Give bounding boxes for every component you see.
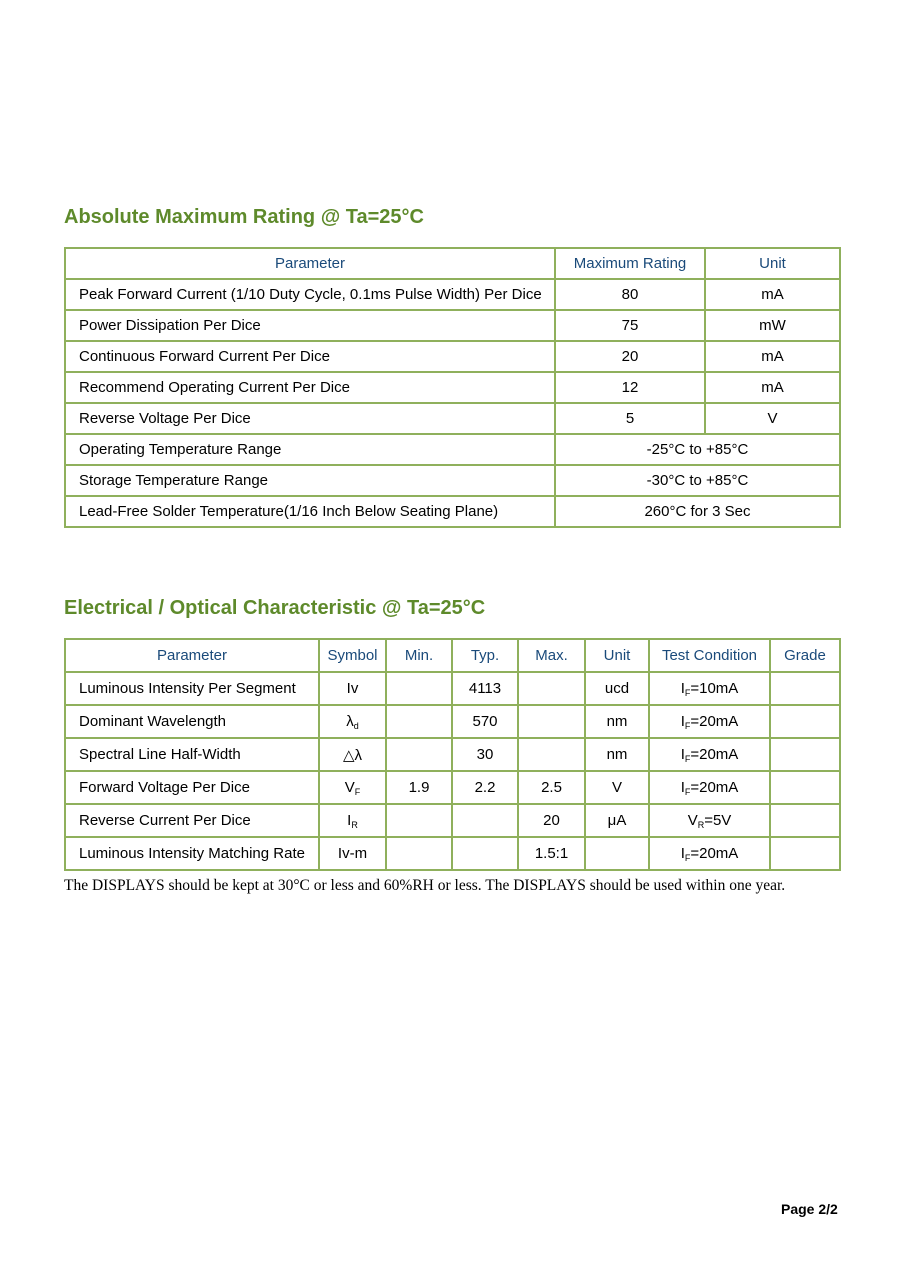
parameter-cell: Storage Temperature Range <box>65 465 555 496</box>
parameter-cell: Reverse Voltage Per Dice <box>65 403 555 434</box>
test-condition-cell <box>649 672 770 705</box>
parameter-cell: Forward Voltage Per Dice <box>65 771 319 804</box>
table-row <box>65 310 840 341</box>
symbol-cell <box>319 705 386 738</box>
min-cell: 1.9 <box>386 771 452 804</box>
unit-cell: mA <box>705 279 840 310</box>
parameter-cell: Lead-Free Solder Temperature(1/16 Inch Below Seating Plane) <box>65 496 555 527</box>
unit-cell: mA <box>705 372 840 403</box>
header-cell: Grade <box>770 639 840 672</box>
symbol-cell <box>319 738 386 771</box>
header-cell: Unit <box>585 639 649 672</box>
grade-cell <box>770 672 840 705</box>
condition-value: =20mA <box>690 844 739 862</box>
rating-cell: 260°C for 3 Sec <box>555 496 840 527</box>
unit-cell: μA <box>585 804 649 837</box>
rating-cell: 75 <box>555 310 705 341</box>
condition-symbol: V <box>687 811 698 829</box>
test-condition-cell <box>649 804 770 837</box>
table-row <box>65 372 840 403</box>
condition-subscript: F <box>684 786 691 797</box>
parameter-cell: Recommend Operating Current Per Dice <box>65 372 555 403</box>
parameter-cell: Luminous Intensity Per Segment <box>65 672 319 705</box>
rating-cell: 20 <box>555 341 705 372</box>
condition-symbol: I <box>680 745 685 763</box>
header-cell: Parameter <box>65 248 555 279</box>
symbol-cell <box>319 771 386 804</box>
test-condition-cell <box>649 705 770 738</box>
section-title-absolute-max: Absolute Maximum Rating @ Ta=25°C <box>64 206 424 228</box>
condition-value: =5V <box>704 811 732 829</box>
header-cell: Parameter <box>65 639 319 672</box>
grade-cell <box>770 771 840 804</box>
table-row <box>65 672 840 705</box>
typ-cell <box>452 837 518 870</box>
typ-cell: 4113 <box>452 672 518 705</box>
max-cell <box>518 705 585 738</box>
rating-cell: 12 <box>555 372 705 403</box>
absolute-max-table <box>64 247 841 528</box>
table-row <box>65 496 840 527</box>
grade-cell <box>770 705 840 738</box>
condition-subscript: F <box>684 687 691 698</box>
table-row <box>65 837 840 870</box>
test-condition-cell <box>649 771 770 804</box>
section-title-electrical-optical: Electrical / Optical Characteristic @ Ta=25°C <box>64 597 486 619</box>
typ-cell: 30 <box>452 738 518 771</box>
header-cell: Maximum Rating <box>555 248 705 279</box>
typ-cell: 570 <box>452 705 518 738</box>
min-cell <box>386 837 452 870</box>
condition-symbol: I <box>680 712 685 730</box>
table-row <box>65 738 840 771</box>
max-cell: 2.5 <box>518 771 585 804</box>
condition-subscript: R <box>697 819 705 830</box>
unit-cell: V <box>705 403 840 434</box>
condition-value: =20mA <box>690 778 739 796</box>
test-condition-cell <box>649 738 770 771</box>
unit-cell: V <box>585 771 649 804</box>
condition-symbol: I <box>680 844 685 862</box>
rating-cell: 80 <box>555 279 705 310</box>
table-header-row <box>65 639 840 672</box>
symbol-subscript: R <box>351 819 358 830</box>
max-cell <box>518 738 585 771</box>
unit-cell: mA <box>705 341 840 372</box>
typ-cell <box>452 804 518 837</box>
rating-cell: -25°C to +85°C <box>555 434 840 465</box>
unit-cell: nm <box>585 705 649 738</box>
parameter-cell: Reverse Current Per Dice <box>65 804 319 837</box>
page-number: Page 2/2 <box>781 1201 838 1217</box>
table-row <box>65 705 840 738</box>
symbol-text: I <box>347 811 352 829</box>
storage-note: The DISPLAYS should be kept at 30°C or less and 60%RH or less. The DISPLAYS should be used within one year. <box>64 877 786 894</box>
header-cell: Symbol <box>319 639 386 672</box>
symbol-subscript: d <box>353 720 359 731</box>
table-row <box>65 465 840 496</box>
grade-cell <box>770 837 840 870</box>
table-row <box>65 279 840 310</box>
parameter-cell: Continuous Forward Current Per Dice <box>65 341 555 372</box>
symbol-text: Iv <box>346 680 359 697</box>
header-cell: Unit <box>705 248 840 279</box>
symbol-text: λ <box>346 712 354 730</box>
rating-cell: -30°C to +85°C <box>555 465 840 496</box>
parameter-cell: Luminous Intensity Matching Rate <box>65 837 319 870</box>
header-cell: Test Condition <box>649 639 770 672</box>
grade-cell <box>770 804 840 837</box>
min-cell <box>386 705 452 738</box>
condition-symbol: I <box>680 778 685 796</box>
min-cell <box>386 672 452 705</box>
unit-cell <box>585 837 649 870</box>
unit-cell: nm <box>585 738 649 771</box>
unit-cell: mW <box>705 310 840 341</box>
table-row <box>65 804 840 837</box>
header-cell: Typ. <box>452 639 518 672</box>
symbol-text: V <box>344 778 355 796</box>
max-cell: 20 <box>518 804 585 837</box>
parameter-cell: Power Dissipation Per Dice <box>65 310 555 341</box>
symbol-text: △λ <box>342 746 363 764</box>
symbol-cell <box>319 672 386 705</box>
parameter-cell: Operating Temperature Range <box>65 434 555 465</box>
condition-subscript: F <box>684 852 691 863</box>
min-cell <box>386 804 452 837</box>
symbol-subscript: F <box>354 786 361 797</box>
max-cell <box>518 672 585 705</box>
symbol-text: Iv-m <box>337 845 368 862</box>
max-cell: 1.5:1 <box>518 837 585 870</box>
condition-subscript: F <box>684 753 691 764</box>
table-row <box>65 434 840 465</box>
condition-value: =20mA <box>690 712 739 730</box>
parameter-cell: Spectral Line Half-Width <box>65 738 319 771</box>
condition-subscript: F <box>684 720 691 731</box>
table-row <box>65 771 840 804</box>
grade-cell <box>770 738 840 771</box>
symbol-cell <box>319 837 386 870</box>
header-cell: Max. <box>518 639 585 672</box>
electrical-optical-table <box>64 638 841 871</box>
condition-value: =20mA <box>690 745 739 763</box>
parameter-cell: Peak Forward Current (1/10 Duty Cycle, 0.1ms Pulse Width) Per Dice <box>65 279 555 310</box>
symbol-cell <box>319 804 386 837</box>
min-cell <box>386 738 452 771</box>
test-condition-cell <box>649 837 770 870</box>
rating-cell: 5 <box>555 403 705 434</box>
parameter-cell: Dominant Wavelength <box>65 705 319 738</box>
unit-cell: ucd <box>585 672 649 705</box>
table-row <box>65 341 840 372</box>
condition-symbol: I <box>680 679 685 697</box>
table-row <box>65 403 840 434</box>
typ-cell: 2.2 <box>452 771 518 804</box>
condition-value: =10mA <box>690 679 739 697</box>
table-header-row <box>65 248 840 279</box>
header-cell: Min. <box>386 639 452 672</box>
